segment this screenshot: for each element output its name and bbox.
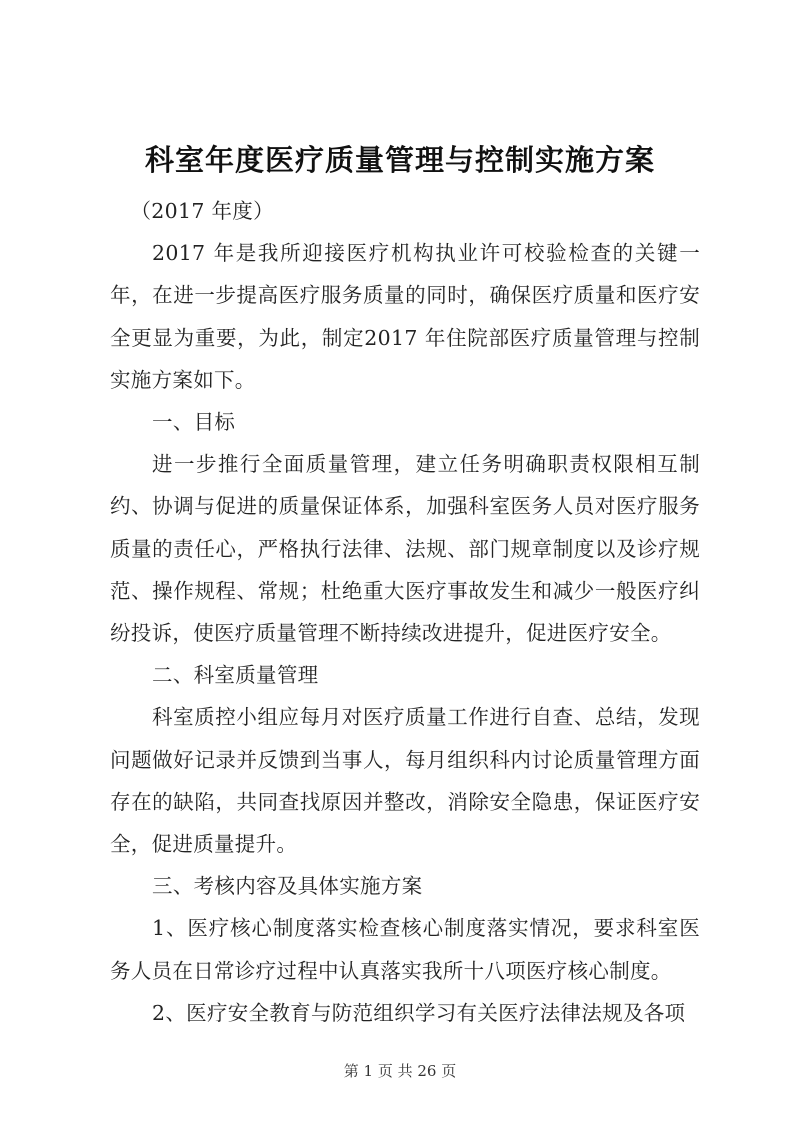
- intro-paragraph: 2017 年是我所迎接医疗机构执业许可校验检查的关键一年，在进一步提高医疗服务质量的同时，确保医疗质量和医疗安全更显为重要，为此，制定2017 年住院部医疗质量管理与控制实施方案如下。: [110, 241, 700, 392]
- section-heading-assessment: 三、考核内容及具体实施方案: [152, 874, 423, 899]
- section-heading-department-quality: 二、科室质量管理: [152, 663, 319, 688]
- document-body: [110, 190, 700, 1034]
- section-heading-goals: 一、目标: [152, 410, 236, 435]
- assessment-item-1: 1、医疗核心制度落实检查核心制度落实情况，要求科室医务人员在日常诊疗过程中认真落实我所十八项医疗核心制度。: [110, 916, 700, 983]
- year-note: （2017 年度）: [130, 199, 274, 223]
- page-indicator: 第 1 页 共 26 页: [343, 1062, 457, 1080]
- department-quality-paragraph: 科室质控小组应每月对医疗质量工作进行自查、总结，发现问题做好记录并反馈到当事人，每月组织科内讨论质量管理方面存在的缺陷，共同查找原因并整改，消除安全隐患，保证医疗安全，促进质量提升。: [110, 705, 700, 857]
- document-title: 科室年度医疗质量管理与控制实施方案: [144, 143, 655, 177]
- goals-paragraph: 进一步推行全面质量管理，建立任务明确职责权限相互制约、协调与促进的质量保证体系，加强科室医务人员对医疗服务质量的责任心，严格执行法律、法规、部门规章制度以及诊疗规范、操作规程、常规；杜绝重大医疗事故发生和减少一般医疗纠纷投诉，使医疗质量管理不断持续改进提升，促进医疗安全。: [110, 452, 700, 646]
- assessment-item-2: 2、医疗安全教育与防范组织学习有关医疗法律法规及各项: [152, 1000, 686, 1025]
